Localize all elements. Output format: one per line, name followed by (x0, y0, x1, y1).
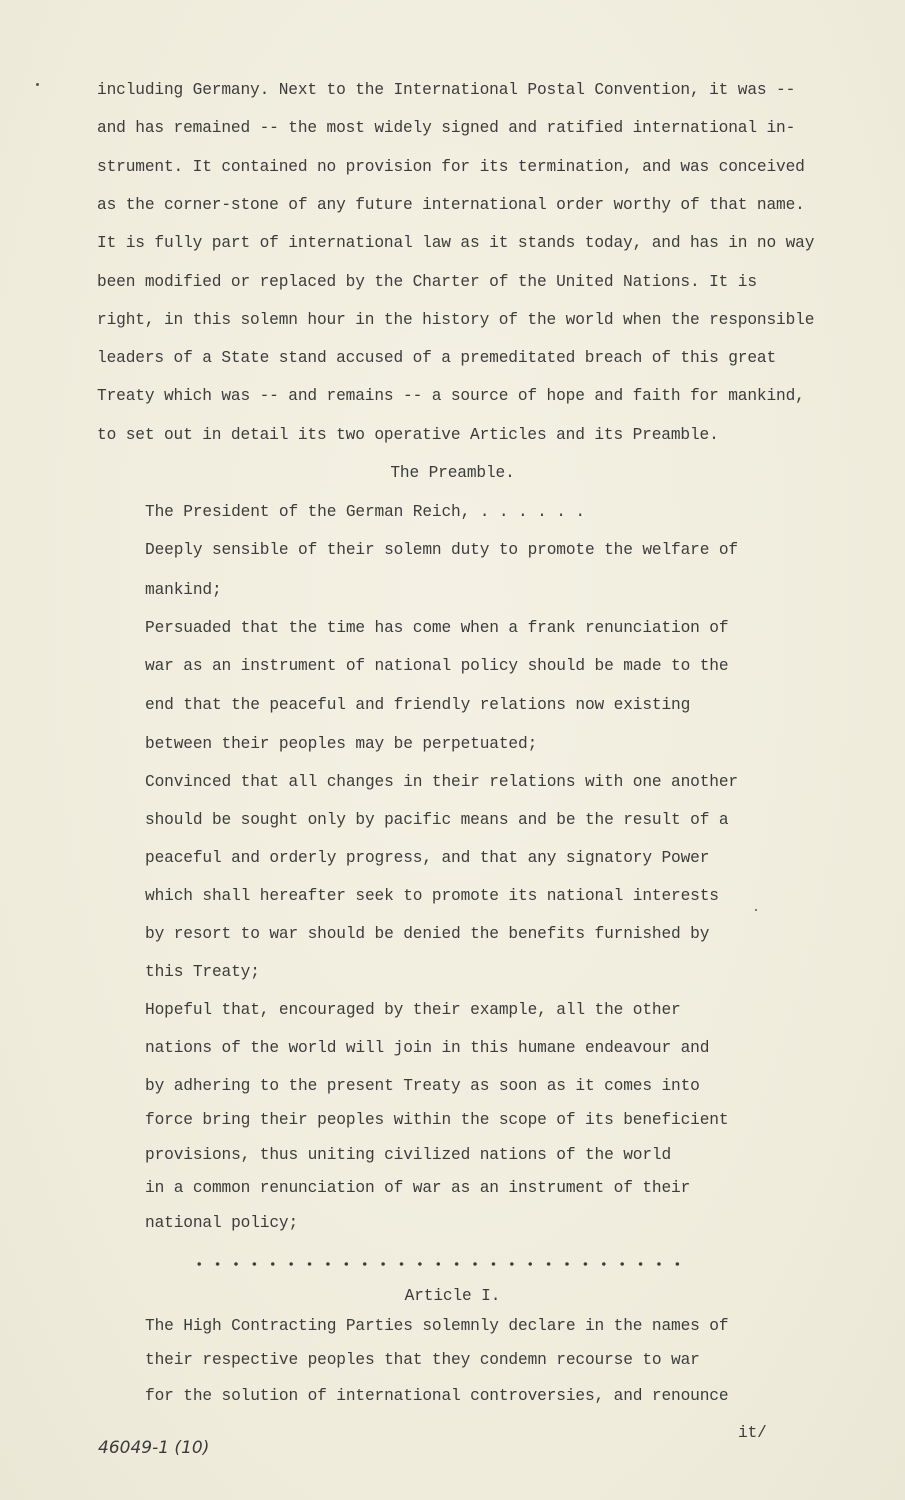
preamble-line: provisions, thus uniting civilized nations of the world (145, 1146, 672, 1164)
preamble-line: The President of the German Reich, . . . . . . (145, 503, 585, 521)
preamble-line: which shall hereafter seek to promote its national interests (145, 887, 719, 905)
article-heading: Article I. (404, 1287, 501, 1305)
article-line: their respective peoples that they condemn recourse to war (145, 1351, 700, 1369)
article-line: for the solution of international controversies, and renounce (145, 1387, 729, 1405)
preamble-line: war as an instrument of national policy should be made to the (145, 657, 729, 675)
intro-line: to set out in detail its two operative Articles and its Preamble. (97, 426, 719, 444)
intro-line: It is fully part of international law as it stands today, and has in no way (97, 234, 815, 252)
preamble-line: force bring their peoples within the scope of its beneficient (145, 1111, 729, 1129)
preamble-line: between their peoples may be perpetuated; (145, 735, 538, 753)
article-line: The High Contracting Parties solemnly declare in the names of (145, 1317, 729, 1335)
intro-line: leaders of a State stand accused of a premeditated breach of this great (97, 349, 777, 367)
paper-speck (755, 909, 757, 911)
intro-line: including Germany. Next to the International Postal Convention, it was -- (97, 81, 796, 99)
preamble-line: peaceful and orderly progress, and that any signatory Power (145, 849, 710, 867)
document-reference: 46049-1 (10) (98, 1438, 210, 1458)
paper-speck (36, 83, 39, 86)
ellipsis-divider (190, 1262, 690, 1266)
preamble-line: by adhering to the present Treaty as soon as it comes into (145, 1077, 700, 1095)
catchword: it/ (738, 1424, 767, 1442)
intro-line: strument. It contained no provision for its termination, and was conceived (97, 158, 805, 176)
preamble-line: Deeply sensible of their solemn duty to promote the welfare of (145, 541, 738, 559)
preamble-line: end that the peaceful and friendly relations now existing (145, 696, 691, 714)
intro-line: and has remained -- the most widely signed and ratified international in- (97, 119, 796, 137)
intro-line: Treaty which was -- and remains -- a source of hope and faith for mankind, (97, 387, 805, 405)
preamble-line: in a common renunciation of war as an instrument of their (145, 1179, 691, 1197)
preamble-line: should be sought only by pacific means and be the result of a (145, 811, 729, 829)
preamble-line: this Treaty; (145, 963, 260, 981)
intro-line: been modified or replaced by the Charter of the United Nations. It is (97, 273, 757, 291)
preamble-line: national policy; (145, 1214, 299, 1232)
preamble-line: Hopeful that, encouraged by their example, all the other (145, 1001, 681, 1019)
intro-line: as the corner-stone of any future international order worthy of that name. (97, 196, 805, 214)
preamble-heading: The Preamble. (390, 464, 515, 482)
preamble-line: Persuaded that the time has come when a frank renunciation of (145, 619, 729, 637)
preamble-line: Convinced that all changes in their relations with one another (145, 773, 738, 791)
preamble-line: nations of the world will join in this humane endeavour and (145, 1039, 710, 1057)
preamble-line: by resort to war should be denied the benefits furnished by (145, 925, 710, 943)
intro-line: right, in this solemn hour in the history of the world when the responsible (97, 311, 815, 329)
preamble-line: mankind; (145, 581, 222, 599)
